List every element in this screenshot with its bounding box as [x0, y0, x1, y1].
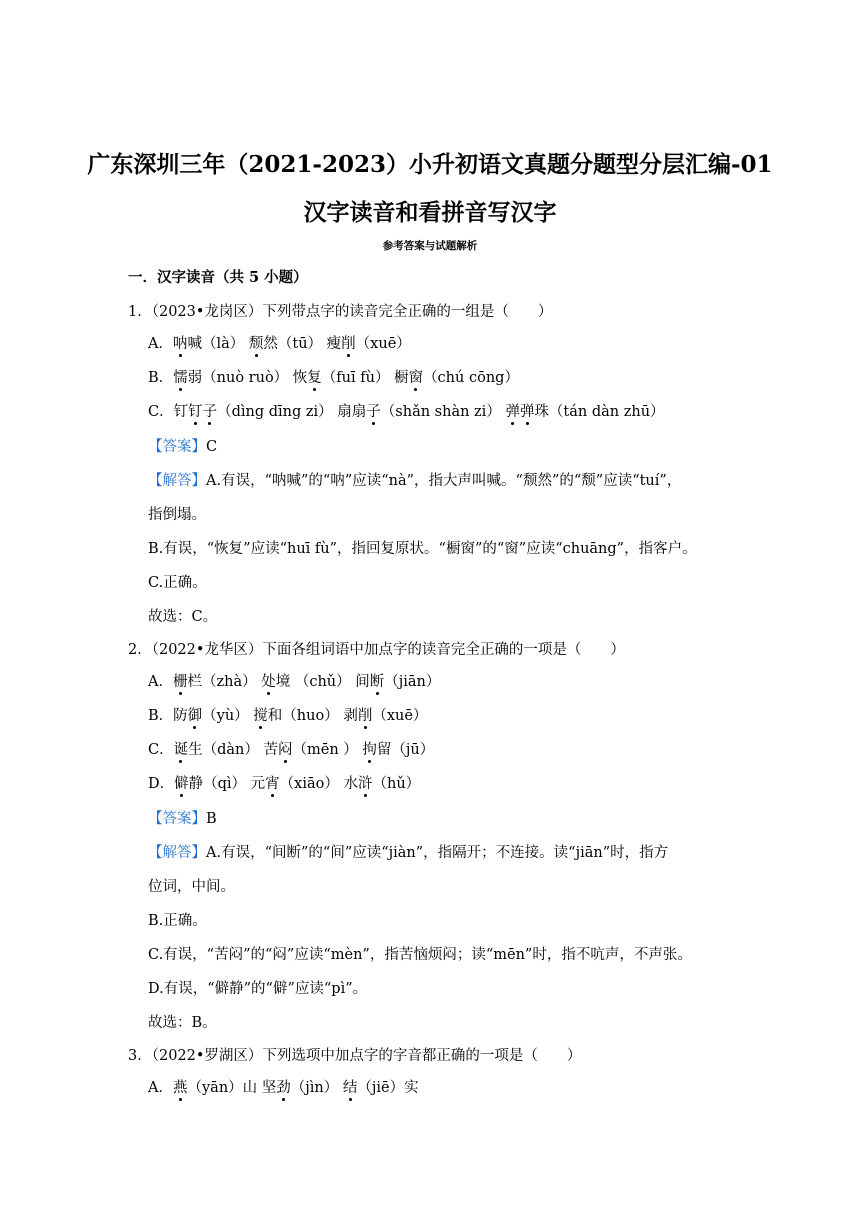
dotted-char: 劲 [276, 1080, 291, 1096]
dotted-char: 弹 [505, 404, 520, 420]
q1-option-c [148, 402, 665, 422]
text-run: A． [148, 674, 173, 690]
text-run: （fuī fù） 橱 [321, 370, 409, 386]
q3-option-a [148, 1078, 419, 1098]
dotted-char: 呐 [172, 336, 188, 352]
q1-analysis-line1 [148, 471, 681, 491]
dotted-char: 宵 [265, 776, 280, 792]
q2-analysis-line2: 位词，中间。 [148, 879, 235, 895]
text-run: A.有误，“呐喊”的“呐”应读“nà”，指大声叫喊。“颓然”的“颓”应读“tuí”， [206, 473, 682, 489]
dotted-char: 复 [307, 370, 322, 386]
text-run: （xuē） [355, 336, 411, 352]
text-run: （mēn ） [292, 742, 363, 758]
dotted-char: 搅 [253, 708, 268, 724]
dotted-char: 弹 [519, 404, 535, 420]
dotted-char: 浒 [357, 776, 373, 792]
dotted-char: 窗 [408, 370, 424, 386]
text-run: 和（huo） 剥 [267, 708, 358, 724]
q2-analysis-line4: C.有误，“苦闷”的“闷”应读“mèn”，指苦恼烦闷；读“mēn”时，指不吭声，不声张。 [148, 947, 692, 963]
dotted-char: 削 [357, 708, 373, 724]
document-title-line2: 汉字读音和看拼音写汉字 [303, 199, 557, 226]
dotted-char: 懦 [173, 370, 188, 386]
section-heading: 一．汉字读音（共 5 小题） [128, 269, 308, 286]
text-run: C．钉 [148, 404, 189, 420]
text-run: （dìng dīng zi） 扇扇 [217, 404, 367, 420]
q2-analysis-line5: D.有误，“僻静”的“僻”应读“pì”。 [148, 981, 368, 997]
text-run: （jìn） [290, 1080, 343, 1096]
document-subtitle: 参考答案与试题解析 [382, 240, 478, 252]
dotted-char: 燕 [172, 1080, 188, 1096]
q2-analysis-line3: B.正确。 [148, 913, 207, 929]
answer-value: B [206, 811, 217, 827]
text-run: 珠（tán dàn zhū） [534, 404, 665, 420]
dotted-char: 闷 [277, 742, 293, 758]
text-run: 栏（zhà） [187, 674, 262, 690]
q2-option-b [148, 706, 427, 726]
dotted-char: 子 [202, 404, 218, 420]
q2-option-c [148, 740, 434, 760]
q2-option-d [148, 774, 420, 794]
text-run: 弱（nuò ruò） 恢 [187, 370, 308, 386]
text-run: （chú cōng） [423, 370, 519, 386]
q2-stem: 2．（2022•龙华区）下面各组词语中加点字的读音完全正确的一项是（ ） [128, 642, 625, 658]
dotted-char: 处 [261, 674, 276, 690]
dotted-char: 钉 [188, 404, 203, 420]
analysis-tag: 【解答】 [148, 845, 206, 861]
text-run: B．防 [148, 708, 188, 724]
text-run: 然（tū） 瘦 [263, 336, 342, 352]
text-run: A． [148, 1080, 173, 1096]
text-run: 生（dàn） 苦 [188, 742, 278, 758]
answer-value: C [206, 439, 218, 455]
text-run: 静（qì） 元 [188, 776, 266, 792]
q1-analysis-line3: B.有误，“恢复”应读“huī fù”，指回复原状。“橱窗”的“窗”应读“chuāng”，指客户。 [148, 541, 697, 557]
text-run: （jiān） [384, 674, 441, 690]
q3-stem: 3．（2022•罗湖区）下列选项中加点字的字音都正确的一项是（ ） [128, 1048, 582, 1064]
dotted-char: 断 [369, 674, 385, 690]
text-run: （yù） [202, 708, 254, 724]
q2-analysis-line1 [148, 843, 668, 863]
q1-option-a [148, 334, 411, 354]
text-run: （xuē） [372, 708, 428, 724]
text-run: 境 （chǔ） 间 [275, 674, 370, 690]
text-run: A． [148, 336, 173, 352]
text-run: （jiē）实 [357, 1080, 419, 1096]
answer-tag: 【答案】 [148, 439, 206, 455]
text-run: D． [148, 776, 175, 792]
analysis-tag: 【解答】 [148, 473, 206, 489]
q1-analysis-line4: C.正确。 [148, 575, 207, 591]
text-run: （yān）山 坚 [187, 1080, 277, 1096]
text-run: （hǔ） [372, 776, 421, 792]
dotted-char: 诞 [173, 742, 189, 758]
q1-analysis-line2: 指倒塌。 [148, 507, 206, 523]
text-run: 喊（là） [187, 336, 249, 352]
text-run: （shǎn shàn zi） [380, 404, 506, 420]
text-run: A.有误，“间断”的“间”应读“jiàn”，指隔开；不连接。读“jiān”时，指方 [206, 845, 669, 861]
q1-option-b [148, 368, 519, 388]
dotted-char: 栅 [172, 674, 188, 690]
q2-option-a [148, 672, 440, 692]
answer-tag: 【答案】 [148, 811, 206, 827]
q1-answer [148, 437, 217, 457]
dotted-char: 削 [341, 336, 356, 352]
q1-analysis-line5: 故选：C。 [148, 609, 218, 625]
text-run: C． [148, 742, 174, 758]
dotted-char: 结 [342, 1080, 358, 1096]
q2-analysis-line6: 故选：B。 [148, 1015, 217, 1031]
text-run: 留（jū） [376, 742, 435, 758]
q2-answer [148, 809, 217, 829]
dotted-char: 子 [366, 404, 381, 420]
text-run: （xiāo） 水 [279, 776, 358, 792]
dotted-char: 御 [187, 708, 203, 724]
dotted-char: 拘 [362, 742, 377, 758]
text-run: B． [148, 370, 174, 386]
document-title-line1: 广东深圳三年（2021-2023）小升初语文真题分题型分层汇编-01 [87, 151, 773, 178]
q1-stem: 1．（2023•龙岗区）下列带点字的读音完全正确的一组是（ ） [128, 304, 553, 320]
dotted-char: 颓 [248, 336, 264, 352]
dotted-char: 僻 [174, 776, 189, 792]
